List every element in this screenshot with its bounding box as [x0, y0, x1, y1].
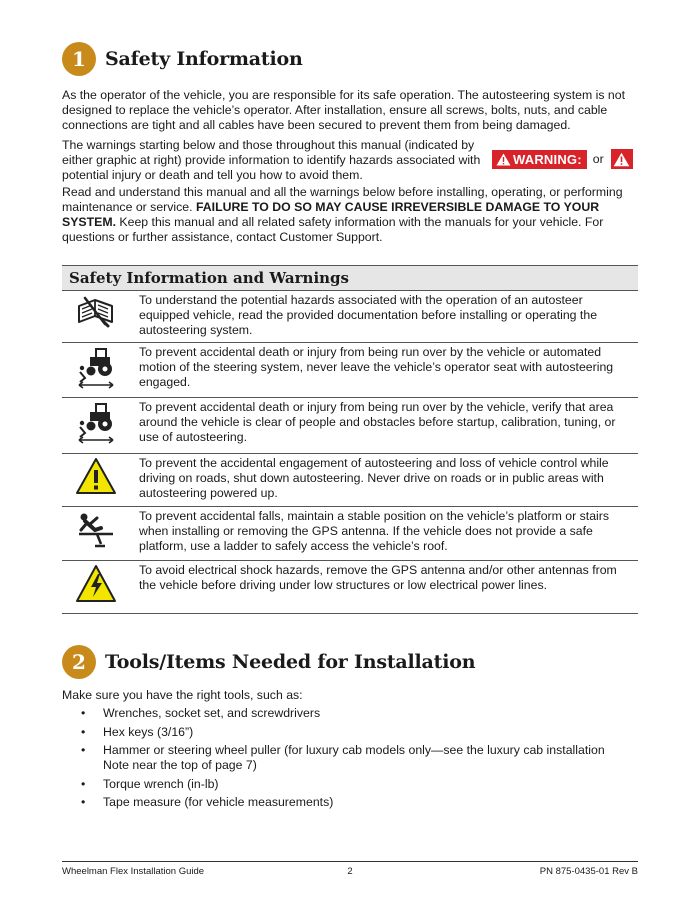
electrical-shock-icon — [75, 564, 117, 604]
table-row — [62, 507, 638, 561]
table-icon-cell — [62, 291, 130, 342]
table-icon-cell — [62, 343, 130, 397]
general-warning-icon — [75, 457, 117, 495]
list-item: • Tape measure (for vehicle measurements) — [62, 795, 632, 810]
table-row — [62, 561, 638, 614]
read-manual-text: Read and understand this manual and all the warnings below before installing, operating, or performing maintenance or service. — [62, 185, 623, 214]
list-item: • Torque wrench (in-lb) — [62, 777, 632, 792]
table-icon-cell — [62, 507, 130, 560]
warning-triangle-icon — [613, 152, 630, 167]
table-row-text: To understand the potential hazards associated with the operation of an autosteer equipped vehicle, read the provided documentation before installing or operating the autosteering system. — [139, 293, 598, 337]
section-1-heading — [62, 42, 303, 76]
table-row-text: To prevent accidental falls, maintain a stable position on the vehicle’s platform or stairs when installing or removing the GPS antenna. If the vehicle does not provide a safe platform, use a ladder to safely access the vehicle’s roof. — [139, 509, 610, 553]
failure-warning-text: FAILURE TO DO SO MAY CAUSE IRREVERSIBLE DAMAGE TO YOUR SYSTEM. — [62, 200, 600, 229]
list-item: • Hex keys (3/16”) — [62, 725, 632, 740]
warning-explanation-paragraph: The warnings starting below and those throughout this manual (indicated by either graphic at right) provide information to identify hazards associated with potential injury or death and tell you how to avoid them. — [62, 138, 481, 182]
page-number: 2 — [347, 866, 353, 877]
table-row-text: To prevent accidental death or injury from being run over by the vehicle, verify that area around the vehicle is clear of people and obstacles before startup, calibration, tuning, or use of autosteering. — [139, 400, 616, 444]
table-heading: Safety Information and Warnings — [62, 266, 638, 291]
tractor-runover-icon — [76, 401, 116, 445]
section-number-badge: 2 — [62, 645, 96, 679]
section-title: Tools/Items Needed for Installation — [105, 651, 476, 673]
table-row-text: To prevent accidental death or injury from being run over by the vehicle or automated motion of the steering system, never leave the vehicle’s operator seat with autosteering engaged. — [139, 345, 614, 389]
manual-book-icon — [75, 294, 117, 328]
warning-label-badge — [492, 150, 587, 169]
table-icon-cell — [62, 561, 130, 613]
table-row — [62, 398, 638, 454]
warning-or-text: or — [592, 152, 604, 166]
intro-paragraph: As the operator of the vehicle, you are responsible for its safe operation. The autosteering system is not designed to replace the vehicle’s operator. After installation, ensure all screws, bolts, nuts, and cable connections are tight and all cables have been secured to prevent them from being damaged. — [62, 88, 626, 132]
safety-warnings-table — [62, 265, 638, 614]
read-manual-paragraph — [62, 185, 638, 245]
tools-list — [62, 706, 632, 814]
footer-guide-title: Wheelman Flex Installation Guide — [62, 866, 205, 877]
list-item: • Hammer or steering wheel puller (for luxury cab models only—see the luxury cab installation Note near the top of page 7) — [62, 743, 632, 773]
table-icon-cell — [62, 398, 130, 453]
warning-graphics — [492, 149, 633, 169]
warning-square-badge — [611, 149, 633, 169]
section-title: Safety Information — [105, 48, 303, 70]
table-row-text: To prevent the accidental engagement of autosteering and loss of vehicle control while driving on roads, shut down autosteering. Never drive on roads or in public areas with autosteering powered up. — [139, 456, 609, 500]
section-number-badge: 1 — [62, 42, 96, 76]
page-footer — [62, 861, 638, 877]
table-row-text: To avoid electrical shock hazards, remove the GPS antenna and/or other antennas from the vehicle before driving under low structures or low electrical power lines. — [139, 563, 617, 592]
keep-manual-text: Keep this manual and all related safety information with the manuals for your vehicle. For questions or further assistance, contact Customer Support. — [62, 215, 604, 244]
list-item: • Wrenches, socket set, and screwdrivers — [62, 706, 632, 721]
fall-hazard-icon — [75, 510, 117, 552]
table-row — [62, 454, 638, 507]
table-row — [62, 343, 638, 398]
tractor-runover-icon — [76, 346, 116, 390]
tools-intro: Make sure you have the right tools, such as: — [62, 688, 303, 702]
section-2-heading — [62, 645, 475, 679]
table-row — [62, 291, 638, 343]
warning-triangle-icon — [496, 153, 511, 166]
warning-label-text: WARNING: — [513, 151, 582, 167]
part-number: PN 875-0435-01 Rev B — [539, 866, 638, 877]
table-icon-cell — [62, 454, 130, 506]
